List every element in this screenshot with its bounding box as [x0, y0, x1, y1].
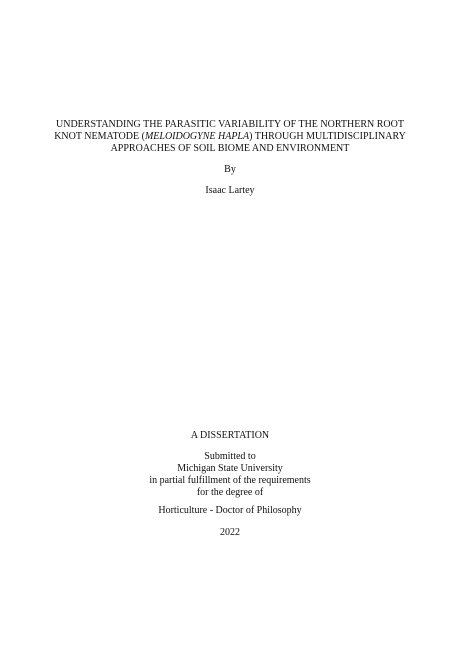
title-line-2-post: ) THROUGH MULTIDISCIPLINARY — [249, 131, 406, 142]
document-type: A DISSERTATION — [190, 430, 270, 441]
year: 2022 — [220, 527, 240, 538]
submission-line-2: Michigan State University — [177, 463, 283, 474]
dissertation-title — [0, 119, 460, 155]
author-name: Isaac Lartey — [205, 185, 255, 196]
title-line-2-pre: KNOT NEMATODE ( — [54, 131, 145, 142]
submission-line-4: for the degree of — [196, 487, 264, 498]
submission-line-3: in partial fulfillment of the requirements — [149, 475, 311, 486]
degree-program: Horticulture - Doctor of Philosophy — [158, 505, 302, 516]
title-line-3: APPROACHES OF SOIL BIOME AND ENVIRONMENT — [110, 143, 350, 154]
by-label: By — [224, 164, 236, 175]
title-line-1: UNDERSTANDING THE PARASITIC VARIABILITY OF THE NORTHERN ROOT — [56, 119, 404, 130]
submission-statement — [0, 451, 460, 499]
submission-line-1: Submitted to — [204, 451, 256, 462]
title-line-2 — [0, 131, 460, 143]
species-name: MELOIDOGYNE HAPLA — [144, 131, 250, 142]
